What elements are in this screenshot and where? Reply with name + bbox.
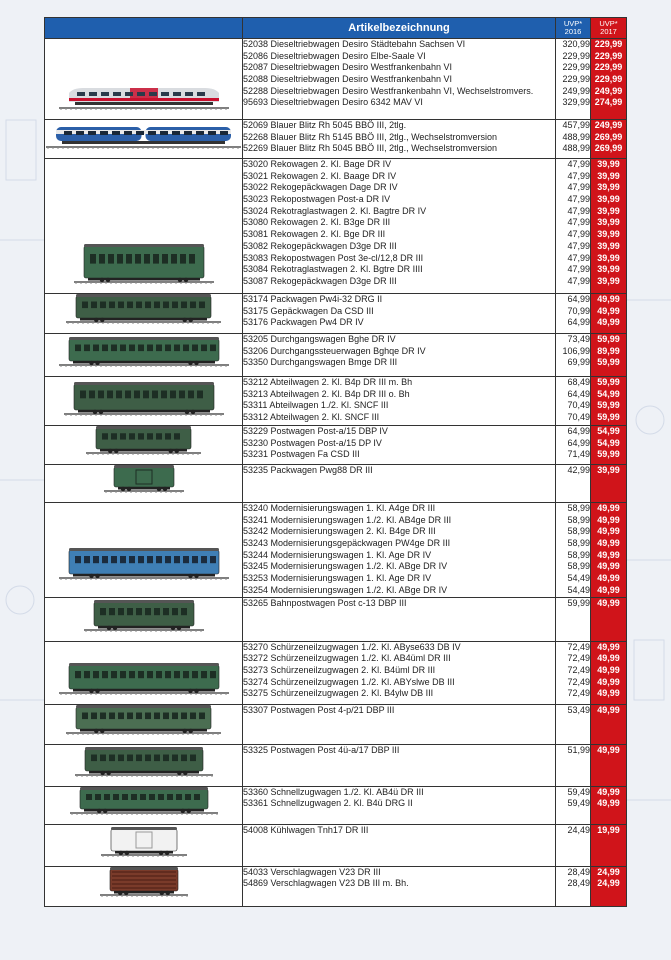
header-image-column xyxy=(45,18,243,39)
uvp-2017-price: 59,99 xyxy=(597,357,620,368)
article-name: 53275 Schürzeneilzugwagen 2. Kl. B4ylw DB III xyxy=(243,688,434,699)
article-name: 53176 Packwagen Pw4 DR IV xyxy=(243,317,364,328)
article-name-cell xyxy=(243,39,556,120)
uvp-2016-price: 488,99 xyxy=(562,131,590,142)
uvp-2017-price: 49,99 xyxy=(597,676,620,687)
product-image-cell xyxy=(45,334,243,377)
uvp-2016-price-cell xyxy=(556,744,591,786)
article-name-cell xyxy=(243,159,556,294)
uvp-2016-price-cell xyxy=(556,597,591,641)
uvp-2017-price: 39,99 xyxy=(597,170,620,181)
uvp-2017-price: 229,99 xyxy=(594,39,623,49)
article-name: 53174 Packwagen Pw4i-32 DRG II xyxy=(243,294,383,304)
uvp-2017-price: 39,99 xyxy=(597,205,620,216)
uvp-2017-price: 49,99 xyxy=(597,503,620,513)
uvp-2016-price: 58,99 xyxy=(567,538,590,549)
article-name: 53270 Schürzeneilzugwagen 1./2. Kl. AByse633 DB IV xyxy=(243,641,461,652)
product-image-cell xyxy=(45,377,243,426)
article-name-cell xyxy=(243,824,556,866)
product-group-row xyxy=(45,786,627,824)
uvp-2016-price-cell xyxy=(556,39,591,120)
article-name: 53361 Schnellzugwagen 2. Kl. B4ü DRG II xyxy=(243,798,413,809)
uvp-2016-price: 72,49 xyxy=(567,641,590,652)
uvp-2016-price: 59,49 xyxy=(567,798,590,809)
article-name: 52086 Dieseltriebwagen Desiro Elbe-Saale VI xyxy=(243,50,426,61)
uvp-2017-price: 24,99 xyxy=(597,866,620,877)
article-name-cell xyxy=(243,334,556,377)
article-name: 53240 Modernisierungswagen 1. Kl. A4ge DR III xyxy=(243,503,436,513)
product-group-row xyxy=(45,641,627,704)
uvp-2017-price: 49,99 xyxy=(597,538,620,549)
article-name: 53253 Modernisierungswagen 1. Kl. Age DR IV xyxy=(243,573,432,584)
article-name-cell xyxy=(243,704,556,744)
product-image-cell xyxy=(45,294,243,334)
uvp-2016-price-cell xyxy=(556,824,591,866)
uvp-2017-price: 49,99 xyxy=(597,317,620,328)
uvp-2017-price: 49,99 xyxy=(597,561,620,572)
article-name: 53081 Rekowagen 2. Kl. Bge DR III xyxy=(243,229,386,240)
article-name-cell xyxy=(243,465,556,503)
uvp-2017-price: 49,99 xyxy=(597,573,620,584)
uvp-2016-price: 64,49 xyxy=(567,388,590,399)
uvp-2016-price: 64,99 xyxy=(567,317,590,328)
product-image-cell xyxy=(45,159,243,294)
uvp-2016-price: 42,99 xyxy=(567,465,590,475)
uvp-2017-price: 19,99 xyxy=(597,824,620,835)
product-group-row xyxy=(45,159,627,294)
uvp-2017-price-cell xyxy=(591,503,627,598)
green-baggage-car-icon xyxy=(66,294,221,326)
price-list-table xyxy=(44,17,627,907)
uvp-2016-price: 54,49 xyxy=(567,573,590,584)
article-name: 53311 Abteilwagen 1./2. Kl. SNCF III xyxy=(243,400,389,411)
uvp-2016-price: 47,99 xyxy=(567,264,590,275)
uvp-2017-price-cell xyxy=(591,704,627,744)
uvp-2016-price: 54,49 xyxy=(567,584,590,595)
green-post-car-short-icon xyxy=(86,426,201,457)
uvp-2016-price-cell xyxy=(556,704,591,744)
article-name: 53175 Gepäckwagen Da CSD III xyxy=(243,305,374,316)
uvp-2016-price-cell xyxy=(556,120,591,159)
uvp-2017-price: 54,99 xyxy=(597,388,620,399)
article-name: 53084 Rekotraglastwagen 2. Kl. Bgtre DR IIII xyxy=(243,264,423,275)
article-name: 53021 Rekowagen 2. Kl. Baage DR IV xyxy=(243,170,397,181)
green-skirted-express-coach-icon xyxy=(59,642,229,697)
article-name: 52038 Dieseltriebwagen Desiro Städtebahn Sachsen VI xyxy=(243,39,466,49)
article-name: 53241 Modernisierungswagen 1./2. Kl. AB4ge DR III xyxy=(243,514,452,525)
uvp-2016-price: 488,99 xyxy=(562,143,590,154)
article-name: 53274 Schürzeneilzugwagen 1./2. Kl. ABYslwe DB III xyxy=(243,676,455,687)
uvp-2017-price: 49,99 xyxy=(597,514,620,525)
uvp-2016-price: 229,99 xyxy=(562,62,590,73)
uvp-2017-price: 39,99 xyxy=(597,275,620,286)
uvp-2016-price: 72,49 xyxy=(567,676,590,687)
product-image-cell xyxy=(45,39,243,120)
uvp-2016-price: 68,49 xyxy=(567,377,590,387)
article-name: 53360 Schnellzugwagen 1./2. Kl. AB4ü DR III xyxy=(243,786,424,797)
article-name: 53087 Rekogepäckwagen D3ge DR III xyxy=(243,275,397,286)
article-name: 52269 Blauer Blitz Rh 5045 BBÖ III, 2tlg., Wechselstromversion xyxy=(243,143,497,154)
uvp-2016-price-cell xyxy=(556,334,591,377)
uvp-2016-price: 64,99 xyxy=(567,426,590,436)
uvp-2017-price: 39,99 xyxy=(597,264,620,275)
uvp-2016-price: 329,99 xyxy=(562,97,590,108)
uvp-2017-price: 274,99 xyxy=(594,97,623,108)
uvp-2016-price: 47,99 xyxy=(567,217,590,228)
uvp-2017-price: 269,99 xyxy=(594,131,623,142)
blue-modernised-coach-icon xyxy=(59,503,229,582)
article-name: 53024 Rekotraglastwagen 2. Kl. Bagtre DR IV xyxy=(243,205,427,216)
uvp-2017-price: 39,99 xyxy=(597,217,620,228)
article-name: 53206 Durchgangssteuerwagen Bghqe DR IV xyxy=(243,345,426,356)
uvp-2017-price-cell xyxy=(591,641,627,704)
product-group-row xyxy=(45,377,627,426)
uvp-2016-price: 72,49 xyxy=(567,688,590,699)
product-group-row xyxy=(45,597,627,641)
uvp-2017-price: 49,99 xyxy=(597,294,620,304)
uvp-2017-price-cell xyxy=(591,824,627,866)
uvp-2017-price: 59,99 xyxy=(597,377,620,387)
uvp-2017-price: 59,99 xyxy=(597,400,620,411)
uvp-2017-price: 89,99 xyxy=(597,345,620,356)
uvp-2016-price-cell xyxy=(556,465,591,503)
article-name-cell xyxy=(243,597,556,641)
article-name: 53229 Postwagen Post-a/15 DBP IV xyxy=(243,426,388,436)
product-image-cell xyxy=(45,866,243,906)
uvp-2016-price: 71,49 xyxy=(567,449,590,460)
article-name: 53082 Rekogepäckwagen D3ge DR III xyxy=(243,240,397,251)
uvp-2016-price-cell xyxy=(556,866,591,906)
article-name: 53350 Durchgangswagen Bmge DR III xyxy=(243,357,398,368)
header-uvp-2017-year: 2017 xyxy=(600,27,617,36)
uvp-2016-price: 59,49 xyxy=(567,786,590,797)
uvp-2016-price-cell xyxy=(556,426,591,465)
article-name-cell xyxy=(243,377,556,426)
product-group-row xyxy=(45,503,627,598)
green-two-axle-van-icon xyxy=(104,465,184,495)
header-uvp-2017-label: UVP* xyxy=(599,19,618,28)
uvp-2016-price: 64,99 xyxy=(567,437,590,448)
header-uvp-2016 xyxy=(556,18,591,39)
article-name: 54869 Verschlagwagen V23 DB III m. Bh. xyxy=(243,878,409,889)
uvp-2016-price: 47,99 xyxy=(567,252,590,263)
uvp-2017-price-cell xyxy=(591,866,627,906)
uvp-2017-price: 49,99 xyxy=(597,798,620,809)
product-group-row xyxy=(45,866,627,906)
uvp-2016-price: 24,49 xyxy=(567,824,590,835)
uvp-2016-price: 47,99 xyxy=(567,205,590,216)
product-image-cell xyxy=(45,641,243,704)
uvp-2016-price: 59,99 xyxy=(567,597,590,608)
uvp-2016-price: 70,49 xyxy=(567,412,590,423)
uvp-2016-price: 72,49 xyxy=(567,664,590,675)
uvp-2016-price: 457,99 xyxy=(562,120,590,130)
article-name: 53244 Modernisierungswagen 1. Kl. Age DR IV xyxy=(243,549,432,560)
article-name: 53265 Bahnpostwagen Post c-13 DBP III xyxy=(243,597,407,608)
uvp-2016-price: 229,99 xyxy=(562,50,590,61)
uvp-2017-price-cell xyxy=(591,465,627,503)
product-group-row xyxy=(45,120,627,159)
uvp-2017-price: 59,99 xyxy=(597,334,620,344)
uvp-2016-price: 47,99 xyxy=(567,240,590,251)
uvp-2016-price: 73,49 xyxy=(567,334,590,344)
article-name: 53272 Schürzeneilzugwagen 1./2. Kl. AB4üml DR III xyxy=(243,653,451,664)
uvp-2017-price: 49,99 xyxy=(597,597,620,608)
uvp-2016-price: 47,99 xyxy=(567,182,590,193)
article-name: 53022 Rekogepäckwagen Dage DR IV xyxy=(243,182,398,193)
article-name: 53235 Packwagen Pwg88 DR III xyxy=(243,465,373,475)
article-name: 53213 Abteilwagen 2. Kl. B4p DR III o. Bh xyxy=(243,388,410,399)
product-image-cell xyxy=(45,597,243,641)
header-article-name: Artikelbezeichnung xyxy=(243,18,556,39)
green-reko-coach-icon xyxy=(74,159,214,286)
article-name: 95693 Dieseltriebwagen Desiro 6342 MAV VI xyxy=(243,97,423,108)
product-image-cell xyxy=(45,120,243,159)
uvp-2017-price: 39,99 xyxy=(597,159,620,169)
article-name: 52088 Dieseltriebwagen Desiro Westfrankenbahn VI xyxy=(243,74,452,85)
uvp-2017-price: 39,99 xyxy=(597,229,620,240)
article-name: 53231 Postwagen Fa CSD III xyxy=(243,449,360,460)
green-express-coach-icon xyxy=(70,787,218,817)
uvp-2017-price: 229,99 xyxy=(594,62,623,73)
header-uvp-2017 xyxy=(591,18,627,39)
uvp-2016-price-cell xyxy=(556,641,591,704)
article-name: 53307 Postwagen Post 4-p/21 DBP III xyxy=(243,704,395,715)
green-post-car-4u-icon xyxy=(75,745,213,779)
product-group-row xyxy=(45,294,627,334)
uvp-2017-price: 249,99 xyxy=(594,120,623,130)
product-image-cell xyxy=(45,465,243,503)
uvp-2017-price: 49,99 xyxy=(597,653,620,664)
uvp-2016-price: 47,99 xyxy=(567,159,590,169)
article-name: 53083 Rekopostwagen Post 3e-cl/12,8 DR III xyxy=(243,252,424,263)
emu-blauer-blitz-two-car-icon xyxy=(46,120,241,151)
article-name-cell xyxy=(243,294,556,334)
uvp-2016-price: 28,49 xyxy=(567,878,590,889)
uvp-2016-price-cell xyxy=(556,503,591,598)
article-name-cell xyxy=(243,120,556,159)
product-group-row xyxy=(45,704,627,744)
uvp-2016-price-cell xyxy=(556,294,591,334)
green-corridor-coach-icon xyxy=(59,334,229,369)
product-image-cell xyxy=(45,744,243,786)
product-image-cell xyxy=(45,704,243,744)
article-name: 53245 Modernisierungswagen 1./2. Kl. ABge DR IV xyxy=(243,561,448,572)
uvp-2017-price: 59,99 xyxy=(597,449,620,460)
article-name: 53080 Rekowagen 2. Kl. B3ge DR III xyxy=(243,217,391,228)
uvp-2017-price: 49,99 xyxy=(597,664,620,675)
uvp-2017-price: 54,99 xyxy=(597,426,620,436)
uvp-2016-price: 47,99 xyxy=(567,229,590,240)
uvp-2017-price-cell xyxy=(591,294,627,334)
article-name-cell xyxy=(243,503,556,598)
article-name: 53230 Postwagen Post-a/15 DP IV xyxy=(243,437,382,448)
article-name: 52268 Blauer Blitz Rh 5145 BBÖ III, 2tlg., Wechselstromversion xyxy=(243,131,497,142)
uvp-2016-price: 249,99 xyxy=(562,85,590,96)
product-group-row xyxy=(45,39,627,120)
uvp-2017-price-cell xyxy=(591,39,627,120)
uvp-2017-price: 49,99 xyxy=(597,688,620,699)
uvp-2016-price: 58,99 xyxy=(567,526,590,537)
article-name-cell xyxy=(243,744,556,786)
article-name-cell xyxy=(243,866,556,906)
uvp-2017-price: 229,99 xyxy=(594,50,623,61)
green-compartment-coach-icon xyxy=(64,377,224,418)
uvp-2016-price: 58,99 xyxy=(567,549,590,560)
uvp-2016-price: 58,99 xyxy=(567,503,590,513)
header-uvp-2016-year: 2016 xyxy=(564,27,582,36)
uvp-2017-price-cell xyxy=(591,120,627,159)
uvp-2017-price: 49,99 xyxy=(597,526,620,537)
article-name: 52288 Dieseltriebwagen Desiro Westfrankenbahn VI, Wechselstromvers. xyxy=(243,85,534,96)
product-image-cell xyxy=(45,426,243,465)
uvp-2017-price: 49,99 xyxy=(597,786,620,797)
article-name: 53020 Rekowagen 2. Kl. Bage DR IV xyxy=(243,159,392,169)
uvp-2016-price: 70,49 xyxy=(567,400,590,411)
article-name-cell xyxy=(243,786,556,824)
uvp-2016-price: 58,99 xyxy=(567,561,590,572)
dmu-desiro-red-grey-icon xyxy=(59,39,229,112)
product-group-row xyxy=(45,426,627,465)
article-name: 52087 Dieseltriebwagen Desiro Westfrankenbahn VI xyxy=(243,62,452,73)
brown-stock-car-icon xyxy=(100,867,188,899)
uvp-2016-price-cell xyxy=(556,786,591,824)
uvp-2017-price: 59,99 xyxy=(597,412,620,423)
article-name: 52069 Blauer Blitz Rh 5045 BBÖ III, 2tlg. xyxy=(243,120,407,130)
uvp-2016-price: 47,99 xyxy=(567,194,590,205)
uvp-2016-price: 69,99 xyxy=(567,357,590,368)
uvp-2017-price-cell xyxy=(591,426,627,465)
uvp-2017-price: 49,99 xyxy=(597,584,620,595)
article-name: 54008 Kühlwagen Tnh17 DR III xyxy=(243,824,369,835)
product-group-row xyxy=(45,744,627,786)
uvp-2017-price: 49,99 xyxy=(597,549,620,560)
article-name-cell xyxy=(243,641,556,704)
uvp-2017-price: 54,99 xyxy=(597,437,620,448)
uvp-2016-price: 70,99 xyxy=(567,305,590,316)
uvp-2016-price-cell xyxy=(556,159,591,294)
article-name: 53243 Modernisierungsgepäckwagen PW4ge DR III xyxy=(243,538,451,549)
uvp-2016-price: 72,49 xyxy=(567,653,590,664)
uvp-2016-price: 53,49 xyxy=(567,704,590,715)
uvp-2017-price: 249,99 xyxy=(594,85,623,96)
uvp-2016-price: 58,99 xyxy=(567,514,590,525)
uvp-2017-price: 39,99 xyxy=(597,194,620,205)
green-post-car-4p-icon xyxy=(66,705,221,737)
uvp-2017-price-cell xyxy=(591,786,627,824)
article-name: 53205 Durchgangswagen Bghe DR IV xyxy=(243,334,396,344)
article-name: 53212 Abteilwagen 2. Kl. B4p DR III m. Bh xyxy=(243,377,413,387)
table-header-row xyxy=(45,18,627,39)
uvp-2016-price: 106,99 xyxy=(562,345,590,356)
green-railway-post-car-icon xyxy=(84,598,204,634)
white-reefer-wagon-icon xyxy=(101,825,187,859)
product-image-cell xyxy=(45,824,243,866)
uvp-2016-price: 320,99 xyxy=(562,39,590,49)
uvp-2016-price: 51,99 xyxy=(567,744,590,755)
uvp-2017-price: 49,99 xyxy=(597,305,620,316)
uvp-2016-price: 28,49 xyxy=(567,866,590,877)
uvp-2017-price-cell xyxy=(591,159,627,294)
uvp-2017-price: 39,99 xyxy=(597,182,620,193)
header-uvp-2016-label: UVP* xyxy=(563,19,583,28)
product-group-row xyxy=(45,824,627,866)
uvp-2017-price-cell xyxy=(591,377,627,426)
uvp-2017-price: 269,99 xyxy=(594,143,623,154)
article-name: 53273 Schürzeneilzugwagen 2. Kl. B4üml DR III xyxy=(243,664,436,675)
uvp-2016-price-cell xyxy=(556,377,591,426)
article-name: 53023 Rekopostwagen Post-a DR IV xyxy=(243,194,391,205)
product-group-row xyxy=(45,465,627,503)
uvp-2017-price: 39,99 xyxy=(597,252,620,263)
product-image-cell xyxy=(45,503,243,598)
uvp-2017-price: 39,99 xyxy=(597,240,620,251)
uvp-2017-price-cell xyxy=(591,597,627,641)
uvp-2017-price: 24,99 xyxy=(597,878,620,889)
article-name: 53242 Modernisierungswagen 2. Kl. B4ge DR III xyxy=(243,526,436,537)
uvp-2017-price: 229,99 xyxy=(594,74,623,85)
uvp-2016-price: 64,99 xyxy=(567,294,590,304)
uvp-2017-price: 49,99 xyxy=(597,641,620,652)
article-name: 53254 Modernisierungswagen 1./2. Kl. ABge DR IV xyxy=(243,584,448,595)
article-name-cell xyxy=(243,426,556,465)
article-name: 54033 Verschlagwagen V23 DR III xyxy=(243,866,381,877)
uvp-2016-price: 47,99 xyxy=(567,275,590,286)
uvp-2017-price-cell xyxy=(591,744,627,786)
uvp-2016-price: 47,99 xyxy=(567,170,590,181)
article-name: 53312 Abteilwagen 2. Kl. SNCF III xyxy=(243,412,380,423)
uvp-2017-price: 49,99 xyxy=(597,704,620,715)
uvp-2016-price: 229,99 xyxy=(562,74,590,85)
uvp-2017-price-cell xyxy=(591,334,627,377)
product-image-cell xyxy=(45,786,243,824)
uvp-2017-price: 49,99 xyxy=(597,744,620,755)
uvp-2017-price: 39,99 xyxy=(597,465,620,475)
article-name: 53325 Postwagen Post 4ü-a/17 DBP III xyxy=(243,744,400,755)
product-group-row xyxy=(45,334,627,377)
